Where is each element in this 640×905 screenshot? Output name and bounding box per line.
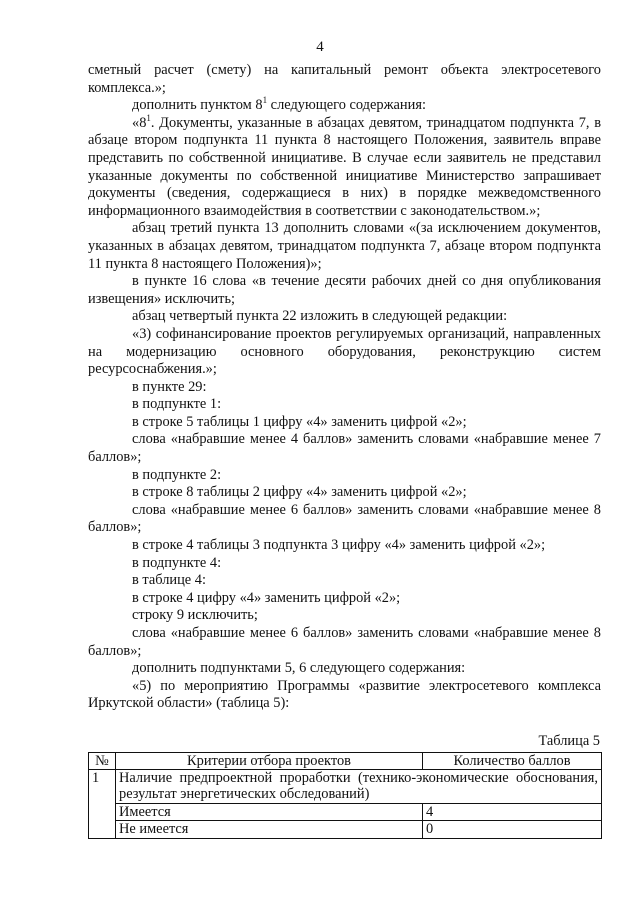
column-header-score: Количество баллов bbox=[423, 752, 602, 769]
table-row bbox=[89, 769, 602, 803]
paragraph-3 bbox=[88, 112, 601, 221]
paragraph-3-text: . Документы, указанные в абзацах девятом, тринадцатом подпункта 7, в абзаце втором подпункта 11 пункта 8 настоящего Положения, заявитель вправе представить по собственной инициативе. В случае если заявитель не представил указанные документы по собственной инициативе Министерство запрашивает документы (сведения, содержащиеся в них) в порядке межведомственного информационного взаимодействия в соответствии с законодательством.»; bbox=[88, 114, 601, 219]
paragraph-4: абзац третий пункта 13 дополнить словами «(за исключением документов, указанных в абзацах девятом, тринадцатом подпункта 7, абзаце втором подпункта 11 пункта 8 настоящего Положения)»; bbox=[88, 220, 601, 272]
option-score: 4 bbox=[423, 803, 602, 820]
paragraph-13: в строке 8 таблицы 2 цифру «4» заменить цифрой «2»; bbox=[132, 484, 467, 501]
paragraph-3-open: «8 bbox=[132, 114, 147, 131]
paragraph-8: в пункте 29: bbox=[132, 378, 207, 395]
table-header-row bbox=[89, 752, 602, 769]
criteria-table bbox=[88, 752, 602, 839]
row-number: 1 bbox=[89, 769, 116, 838]
paragraph-6: абзац четвертый пункта 22 изложить в следующей редакции: bbox=[132, 308, 508, 325]
paragraph-22: «5) по мероприятию Программы «развитие электросетевого комплекса Иркутской области» (таблица 5): bbox=[88, 677, 601, 712]
paragraph-16: в подпункте 4: bbox=[132, 554, 222, 571]
paragraph-9: в подпункте 1: bbox=[132, 396, 222, 413]
paragraph-10: в строке 5 таблицы 1 цифру «4» заменить цифрой «2»; bbox=[132, 413, 467, 430]
paragraph-2-text-b: следующего содержания: bbox=[267, 97, 426, 114]
option-label: Не имеется bbox=[116, 821, 423, 838]
paragraph-5: в пункте 16 слова «в течение десяти рабочих дней со дня опубликования извещения» исключить; bbox=[88, 273, 601, 307]
table-caption: Таблица 5 bbox=[538, 732, 600, 749]
column-header-number: № bbox=[89, 752, 116, 769]
option-score: 0 bbox=[423, 821, 602, 838]
paragraph-17: в таблице 4: bbox=[132, 572, 206, 589]
superscript-index: 1 bbox=[146, 112, 151, 123]
paragraph-2-text-a: дополнить пунктом 8 bbox=[132, 97, 263, 114]
paragraph-20: слова «набравшие менее 6 баллов» заменить словами «набравшие менее 8 баллов»; bbox=[88, 625, 601, 659]
paragraph-2 bbox=[88, 97, 601, 115]
paragraph-18: в строке 4 цифру «4» заменить цифрой «2»; bbox=[132, 589, 401, 606]
column-header-criteria: Критерии отбора проектов bbox=[116, 752, 423, 769]
paragraph-14: слова «набравшие менее 6 баллов» заменить словами «набравшие менее 8 баллов»; bbox=[88, 501, 601, 536]
document-body bbox=[88, 62, 601, 839]
paragraph-15: в строке 4 таблицы 3 подпункта 3 цифру «4» заменить цифрой «2»; bbox=[132, 537, 546, 554]
paragraph-19: строку 9 исключить; bbox=[132, 607, 258, 624]
paragraph-12: в подпункте 2: bbox=[132, 466, 222, 483]
option-label: Имеется bbox=[116, 803, 423, 820]
paragraph-1: сметный расчет (смету) на капитальный ремонт объекта электросетевого комплекса.»; bbox=[88, 62, 601, 96]
criterion-text: Наличие предпроектной проработки (технико-экономические обоснования, результат энергетических обследований) bbox=[116, 769, 602, 803]
table-row bbox=[89, 821, 602, 838]
table-row bbox=[89, 803, 602, 820]
page-number: 4 bbox=[316, 39, 324, 55]
paragraph-21: дополнить подпунктами 5, 6 следующего содержания: bbox=[132, 660, 466, 677]
paragraph-7: «3) софинансирование проектов регулируемых организаций, направленных на модернизацию основного оборудования, реконструкцию систем ресурсоснабжения.»; bbox=[88, 325, 601, 378]
superscript-index: 1 bbox=[262, 95, 268, 106]
paragraph-11: слова «набравшие менее 4 баллов» заменить словами «набравшие менее 7 баллов»; bbox=[88, 431, 601, 466]
